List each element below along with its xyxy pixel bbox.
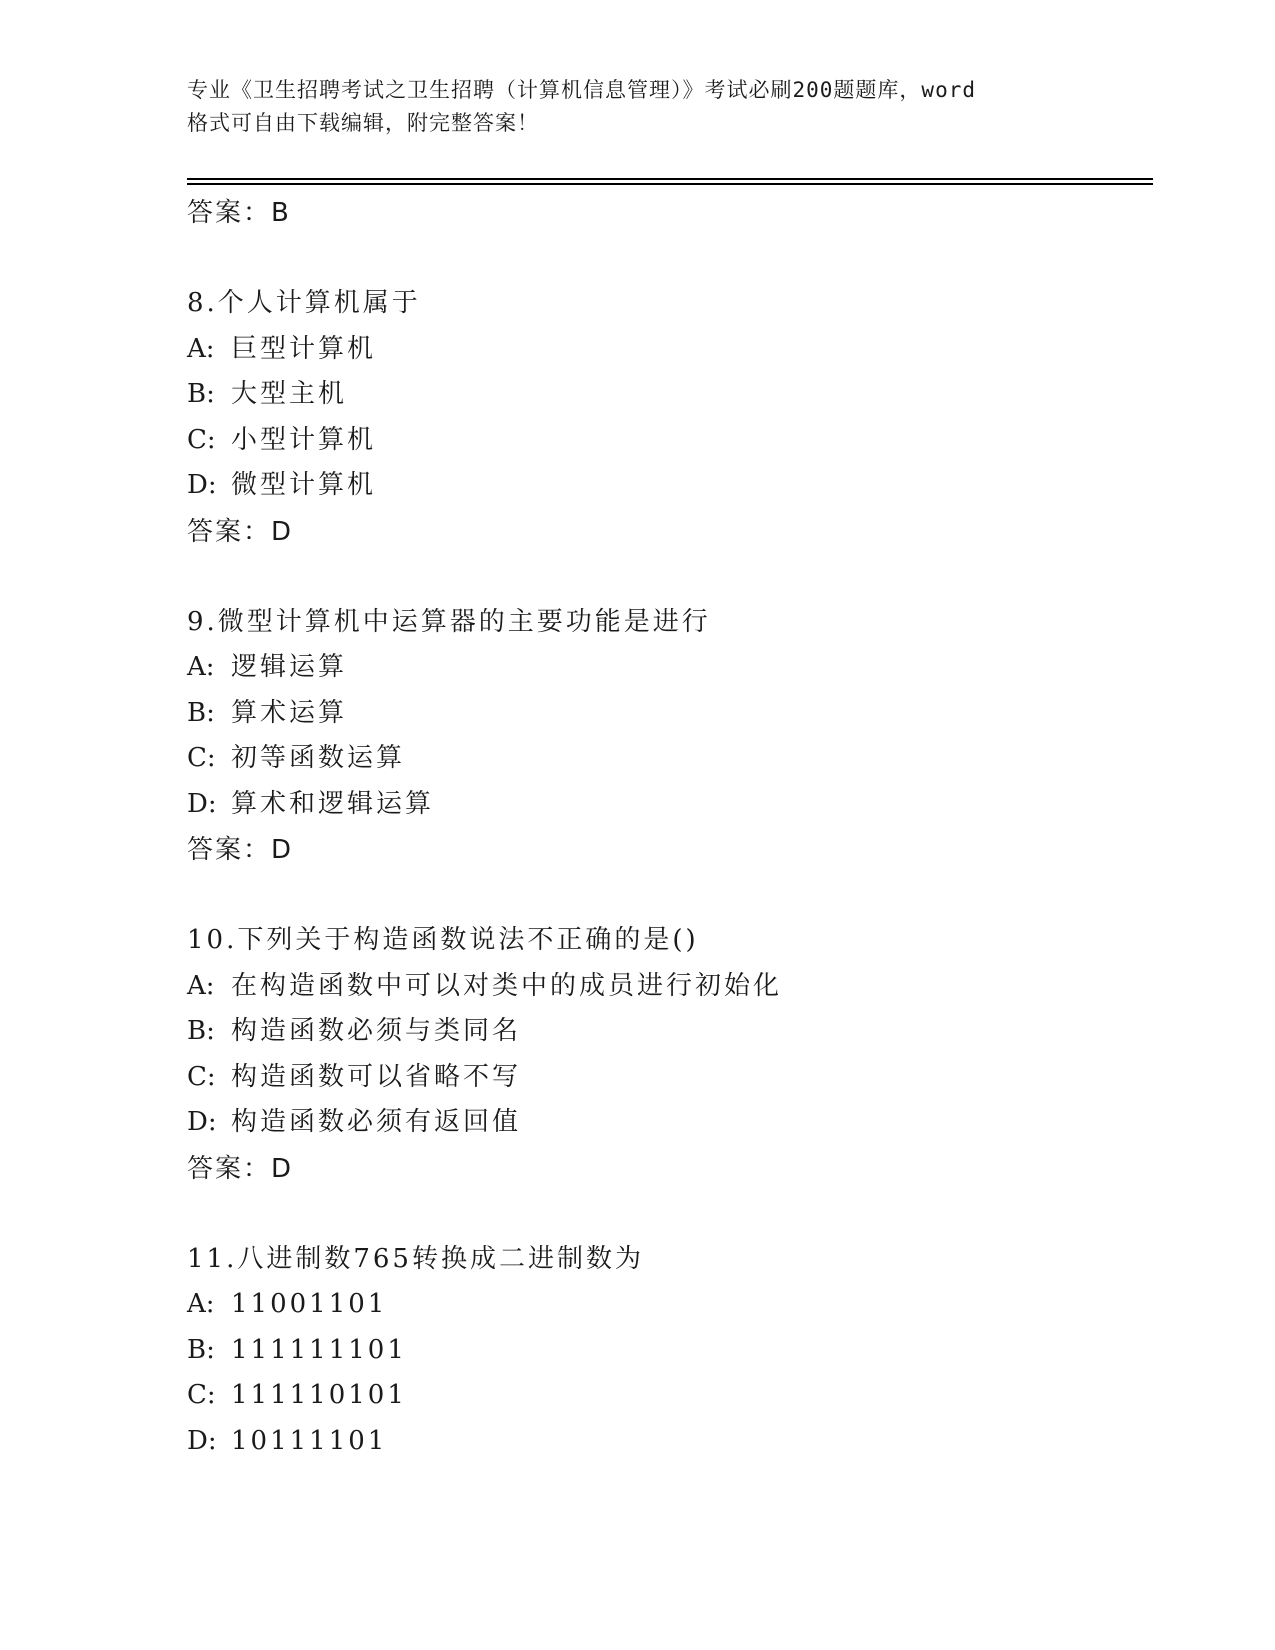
question-title: 11.八进制数765转换成二进制数为 [187, 1243, 644, 1274]
answer-line: 答案：D [187, 1153, 294, 1184]
option-text: 111111101 [231, 1334, 407, 1365]
question-title: 8.个人计算机属于 [187, 288, 421, 318]
option-d [187, 463, 1187, 509]
option-a [187, 964, 1187, 1010]
option-a [187, 645, 1187, 691]
option-b [187, 372, 1187, 418]
option-a [187, 1282, 1187, 1328]
option-b [187, 1009, 1187, 1055]
option-c [187, 418, 1187, 464]
option-label: B: [187, 1016, 215, 1046]
option-text: 巨型计算机 [231, 333, 377, 364]
option-text: 逻辑运算 [231, 652, 348, 682]
option-text: 大型主机 [231, 379, 348, 409]
option-label: A: [187, 1289, 215, 1319]
question-list [187, 190, 1187, 1464]
option-label: C: [187, 424, 216, 455]
question-title: 9.微型计算机中运算器的主要功能是进行 [187, 606, 711, 637]
option-label: A: [187, 970, 215, 1001]
option-text: 11001101 [231, 1289, 388, 1319]
question-8 [187, 281, 1187, 555]
header-line-2: 格式可自由下载编辑，附完整答案！ [187, 111, 539, 135]
answer-line: 答案：D [187, 835, 294, 865]
option-label: B: [187, 1334, 215, 1365]
option-text: 微型计算机 [231, 470, 377, 500]
option-label: D: [187, 1107, 217, 1137]
header-divider-bottom [187, 183, 1153, 185]
option-c [187, 736, 1187, 782]
option-d [187, 1419, 1187, 1465]
answer-previous: 答案：B [187, 198, 291, 228]
answer-line: 答案：D [187, 516, 294, 547]
option-a [187, 327, 1187, 373]
header-line-1: 专业《卫生招聘考试之卫生招聘（计算机信息管理）》考试必刷200题题库，word [187, 78, 976, 102]
option-text: 构造函数可以省略不写 [231, 1061, 522, 1092]
option-label: C: [187, 743, 216, 773]
question-title: 10.下列关于构造函数说法不正确的是() [187, 925, 699, 955]
option-label: D: [187, 788, 217, 819]
option-text: 构造函数必须与类同名 [231, 1016, 522, 1046]
option-b [187, 1328, 1187, 1374]
option-b [187, 691, 1187, 737]
option-d [187, 782, 1187, 828]
option-text: 构造函数必须有返回值 [231, 1107, 522, 1137]
option-text: 算术和逻辑运算 [231, 788, 435, 819]
option-d [187, 1100, 1187, 1146]
question-11 [187, 1237, 1187, 1465]
option-label: A: [187, 333, 215, 364]
option-text: 111110101 [231, 1380, 407, 1410]
option-text: 10111101 [231, 1425, 388, 1456]
option-c [187, 1055, 1187, 1101]
spacer [187, 555, 1187, 600]
option-label: A: [187, 652, 215, 682]
option-label: C: [187, 1380, 216, 1410]
spacer [187, 1192, 1187, 1237]
option-text: 初等函数运算 [231, 743, 406, 773]
option-label: B: [187, 379, 215, 409]
option-text: 算术运算 [231, 697, 348, 728]
question-10 [187, 918, 1187, 1192]
option-label: D: [187, 470, 217, 500]
option-c [187, 1373, 1187, 1419]
option-text: 在构造函数中可以对类中的成员进行初始化 [231, 970, 783, 1001]
header-divider-top [187, 178, 1153, 180]
option-label: C: [187, 1061, 216, 1092]
document-header [187, 74, 1087, 140]
question-9 [187, 600, 1187, 874]
spacer [187, 873, 1187, 918]
option-text: 小型计算机 [231, 424, 377, 455]
option-label: B: [187, 697, 215, 728]
option-label: D: [187, 1425, 217, 1456]
spacer [187, 236, 1187, 281]
